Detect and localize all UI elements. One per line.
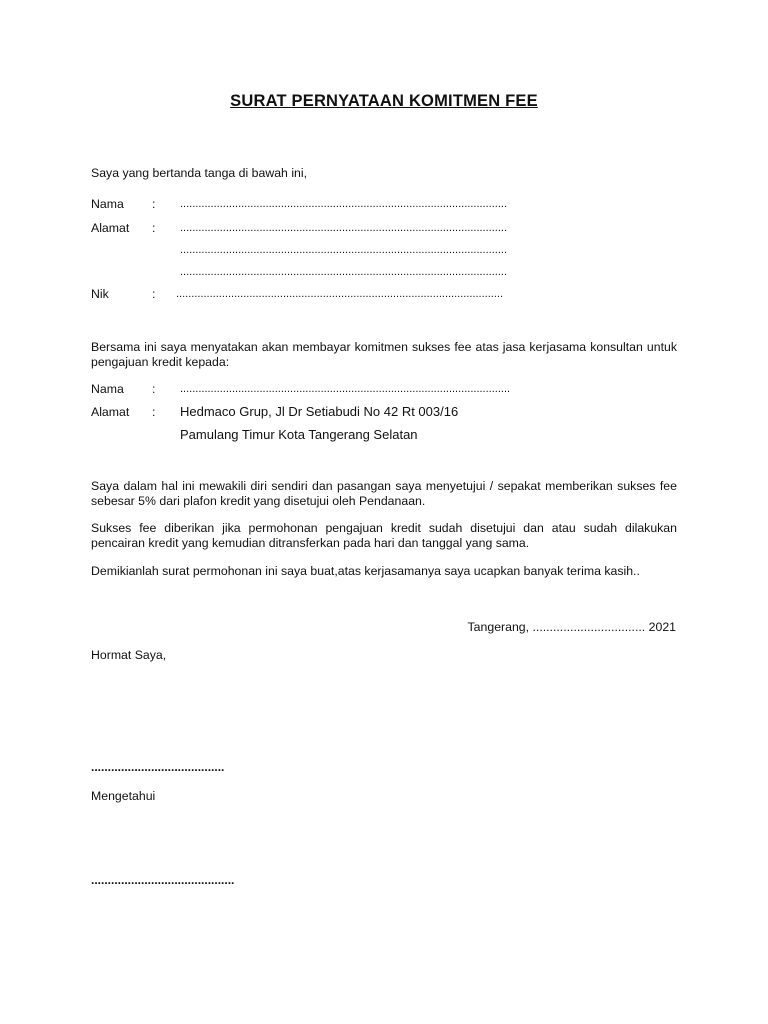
alamat-blank-field-3: ........................................................................................................... bbox=[180, 266, 508, 278]
recipient-alamat-label: Alamat bbox=[91, 405, 130, 419]
intro-text: Saya yang bertanda tanga di bawah ini, bbox=[91, 166, 308, 180]
alamat-label: Alamat bbox=[91, 221, 130, 235]
nik-label: Nik bbox=[91, 287, 109, 301]
alamat-blank-field-2: ........................................................................................................... bbox=[180, 244, 508, 256]
nama-blank-field: ........................................................................................................... bbox=[180, 198, 508, 210]
nik-blank-field: ........................................................................................................... bbox=[176, 288, 504, 300]
alamat-colon: : bbox=[152, 221, 156, 235]
recipient-nama-label: Nama bbox=[91, 382, 124, 396]
mengetahui-label: Mengetahui bbox=[91, 789, 156, 803]
closing-paragraph: Demikianlah surat permohonan ini saya buat,atas kerjasamanya saya ucapkan banyak terima kasih.. bbox=[91, 564, 640, 578]
nama-colon: : bbox=[152, 197, 156, 211]
recipient-nama-colon: : bbox=[152, 382, 156, 396]
nama-label: Nama bbox=[91, 197, 124, 211]
recipient-address-line-1: Hedmaco Grup, Jl Dr Setiabudi No 42 Rt 003/16 bbox=[180, 404, 459, 419]
statement-paragraph: Bersama ini saya menyatakan akan membayar komitmen sukses fee atas jasa kerjasama konsultan untuk pengajuan kredit kepada: bbox=[91, 340, 677, 369]
success-fee-paragraph: Sukses fee diberikan jika permohonan pengajuan kredit sudah disetujui dan atau sudah dilakukan pencairan kredit yang kemudian ditransferkan pada hari dan tanggal yang sama. bbox=[91, 521, 677, 550]
signature-line-2: ........................................... bbox=[91, 873, 235, 887]
representation-paragraph: Saya dalam hal ini mewakili diri sendiri dan pasangan saya menyetujui / sepakat memberikan sukses fee sebesar 5% dari plafon kredit yang disetujui oleh Pendanaan. bbox=[91, 479, 677, 508]
document-title: SURAT PERNYATAAN KOMITMEN FEE bbox=[230, 92, 538, 110]
place-date: Tangerang, ................................. 2021 bbox=[467, 620, 676, 634]
recipient-alamat-colon: : bbox=[152, 405, 156, 419]
recipient-nama-blank-field: ............................................................................................................ bbox=[180, 383, 511, 395]
signature-line-1: ........................................ bbox=[91, 760, 225, 774]
recipient-address-line-2: Pamulang Timur Kota Tangerang Selatan bbox=[180, 427, 418, 442]
nik-colon: : bbox=[152, 287, 156, 301]
hormat-saya: Hormat Saya, bbox=[91, 648, 167, 662]
alamat-blank-field-1: ........................................................................................................... bbox=[180, 222, 508, 234]
